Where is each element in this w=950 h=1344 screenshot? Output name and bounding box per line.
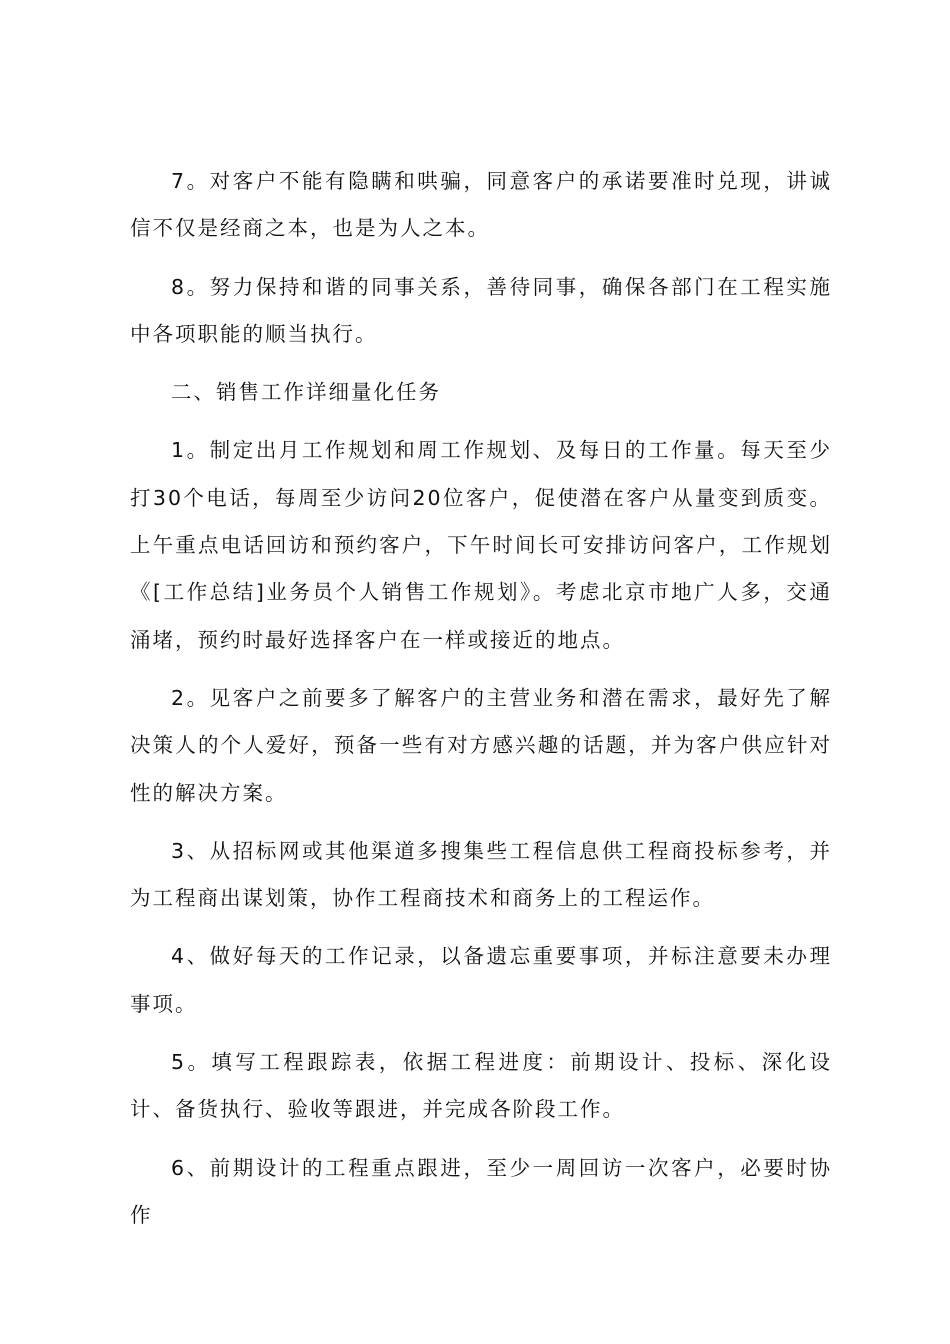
paragraph-task-1: 1。制定出月工作规划和周工作规划、及每日的工作量。每天至少打30个电话，每周至少访问20位客户，促使潜在客户从量变到质变。上午重点电话回访和预约客户，下午时间长可安排访问客户，工作规划《[工作总结]业务员个人销售工作规划》。考虑北京市地广人多，交通涌堵，预约时最好选择客户在一样或接近的地点。 bbox=[130, 438, 832, 652]
paragraph-task-2: 2。见客户之前要多了解客户的主营业务和潜在需求，最好先了解决策人的个人爱好，预备一些有对方感兴趣的话题，并为客户供应针对性的解决方案。 bbox=[130, 685, 832, 805]
paragraph-item-7: 7。对客户不能有隐瞒和哄骗，同意客户的承诺要准时兑现，讲诚信不仅是经商之本，也是为人之本。 bbox=[130, 169, 832, 241]
paragraph-task-5: 5。填写工程跟踪表，依据工程进度：前期设计、投标、深化设计、备货执行、验收等跟进，并完成各阶段工作。 bbox=[130, 1050, 832, 1122]
paragraph-task-6: 6、前期设计的工程重点跟进，至少一周回访一次客户，必要时协作 bbox=[130, 1155, 832, 1227]
paragraph-task-3: 3、从招标网或其他渠道多搜集些工程信息供工程商投标参考，并为工程商出谋划策，协作工程商技术和商务上的工程运作。 bbox=[130, 838, 832, 911]
paragraph-item-8: 8。努力保持和谐的同事关系，善待同事，确保各部门在工程实施中各项职能的顺当执行。 bbox=[130, 274, 832, 346]
paragraph-task-4: 4、做好每天的工作记录，以备遗忘重要事项，并标注意要未办理事项。 bbox=[130, 944, 832, 1016]
document-body bbox=[130, 158, 832, 1250]
section-heading: 二、销售工作详细量化任务 bbox=[171, 380, 441, 405]
